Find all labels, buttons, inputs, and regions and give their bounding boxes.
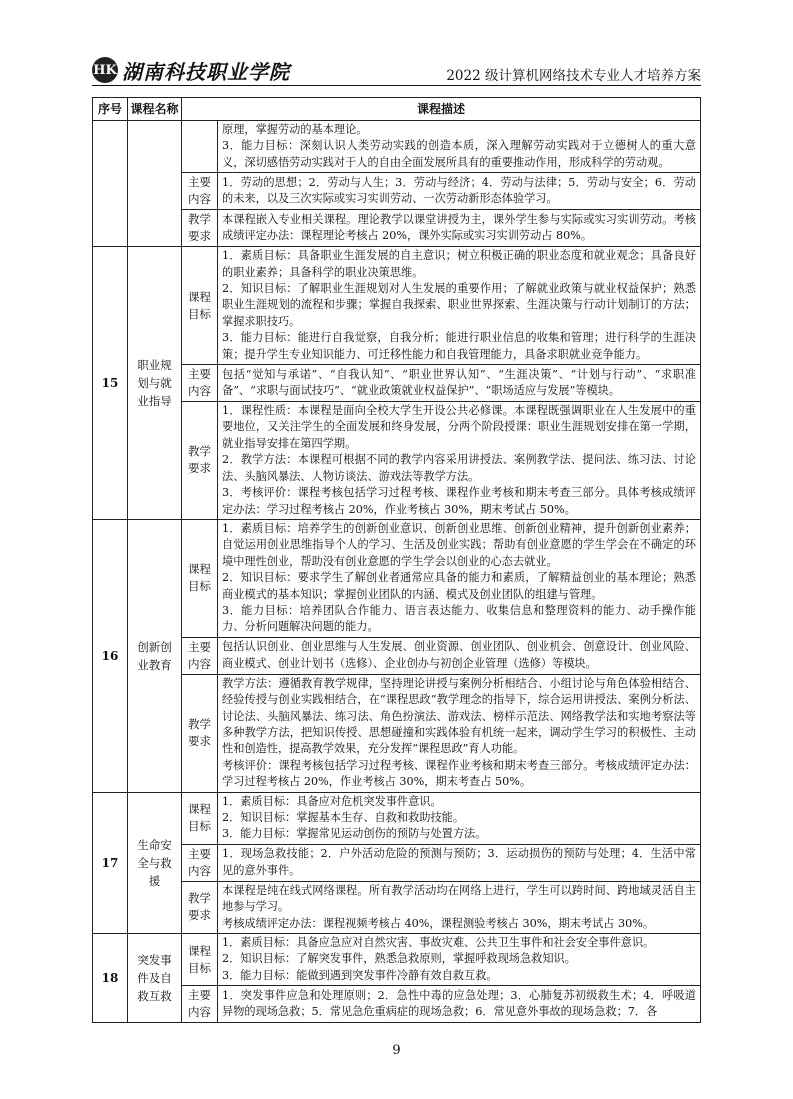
table-row xyxy=(93,247,701,365)
school-seal-icon: HK xyxy=(92,57,118,83)
course-16-req-label: 教学要求 xyxy=(182,674,218,792)
course-17-req-desc: 本课程是纯在线式网络课程。所有教学活动均在网络上进行，学生可以跨时间、跨地域灵活自主地参与学习。 考核成绩评定办法：课程视频考核占 40%，课程测验考核占 30%，期末考试占 30%。 xyxy=(218,881,701,933)
course-16-content-desc: 包括认识创业、创业思维与人生发展、创业资源、创业团队、创业机会、创意设计、创业风险、商业模式、创业计划书（选修）、企业创办与初创企业管理（选修）等模块。 xyxy=(218,637,701,674)
table-row xyxy=(93,844,701,881)
page-number: 9 xyxy=(392,1043,401,1058)
table-row xyxy=(93,519,701,637)
course-17-no: 17 xyxy=(93,792,128,933)
course-18-content-desc: 1．突发事件应急和处理原则；2．急性中毒的应急处理；3．心肺复苏初级救生术；4．呼吸道异物的现场急救；5．常见急危重病症的现场急救；6．常见意外事故的现场急救；7．各 xyxy=(218,986,701,1023)
cont-content-desc: 1．劳动的思想；2．劳动与人生；3．劳动与经济；4．劳动与法律；5．劳动与安全；6．劳动的未来，以及三次实际或实习实训劳动、一次劳动新形态体验学习。 xyxy=(218,173,701,210)
cont-goal-desc: 原理，掌握劳动的基本理论。 3．能力目标：深刻认识人类劳动实践的创造本质，深入理解劳动实践对于立德树人的重大意义，深切感悟劳动实践对于人的自由全面发展所具有的重要推动作用，形成科学的劳动观。 xyxy=(218,121,701,173)
course-17-req-label: 教学要求 xyxy=(182,881,218,933)
course-15-no: 15 xyxy=(93,247,128,520)
table-header-row xyxy=(93,98,701,121)
header-divider xyxy=(92,85,701,86)
table-row xyxy=(93,934,701,986)
table-row xyxy=(93,173,701,210)
course-18-name: 突发事件及自救互救 xyxy=(128,934,182,1023)
cont-goal-label-cell xyxy=(182,121,218,173)
course-18-no: 18 xyxy=(93,934,128,1023)
course-16-name: 创新创业教育 xyxy=(128,519,182,792)
course-17-goal-desc: 1．素质目标：具备应对危机突发事件意识。 2．知识目标：掌握基本生存、自救和救助技能。 3．能力目标：掌握常见运动创伤的预防与处置方法。 xyxy=(218,792,701,844)
course-18-goal-desc: 1．素质目标：具备应急应对自然灾害、事故灾难、公共卫生事件和社会安全事件意识。 2．知识目标：了解突发事件，熟悉急救原则，掌握呼救现场急救知识。 3．能力目标：能做到遇到突发事件冷静有效自救互救。 xyxy=(218,934,701,986)
course-15-content-label: 主要内容 xyxy=(182,365,218,402)
document-title: 2022 级计算机网络技术专业人才培养方案 xyxy=(446,68,701,84)
table-row xyxy=(93,365,701,402)
cont-req-label: 教学要求 xyxy=(182,210,218,247)
table-row xyxy=(93,986,701,1023)
course-16-req-desc: 教学方法：遵循教育教学规律，坚持理论讲授与案例分析相结合、小组讨论与角色体验相结合、经验传授与创业实践相结合，在“课程思政”教学理念的指导下，综合运用讲授法、案例分析法、讨论法、头脑风暴法、练习法、角色扮演法、游戏法、榜样示范法、网络教学法和实地考察法等多种教学方法，把知识传授、思想碰撞和实践体验有机统一起来，调动学生学习的积极性、主动性和创造性，提高教学效果，充分发挥“课程思政”育人功能。 考核评价：课程考核包括学习过程考核、课程作业考核和期末考查三部分。考核成绩评定办法：学习过程考核占 20%，作业考核占 30%，期末考查占 50%。 xyxy=(218,674,701,792)
course-18-goal-label: 课程目标 xyxy=(182,934,218,986)
course-15-req-desc: 1．课程性质：本课程是面向全校大学生开设公共必修课。本课程既强调职业在人生发展中的重要地位，又关注学生的全面发展和终身发展，分两个阶段授课：职业生涯规划安排在第一学期，就业指导安排在第四学期。 2．教学方法：本课程可根据不同的教学内容采用讲授法、案例教学法、提问法、练习法、讨论法、头脑风暴法、人物访谈法、游戏法等教学方法。 3．考核评价：课程考核包括学习过程考核、课程作业考核和期末考查三部分。具体考核成绩评定办法：学习过程考核占 20%，作业考核占 30%，期末考试占 50%。 xyxy=(218,402,701,520)
cont-req-desc: 本课程嵌入专业相关课程。理论教学以课堂讲授为主，课外学生参与实际或实习实训劳动。考核成绩评定办法：课程理论考核占 20%，课外实际或实习实训劳动占 80%。 xyxy=(218,210,701,247)
cont-content-label: 主要内容 xyxy=(182,173,218,210)
page-header xyxy=(92,56,701,86)
table-row xyxy=(93,881,701,933)
cont-no-cell xyxy=(93,121,128,247)
course-15-req-label: 教学要求 xyxy=(182,402,218,520)
course-16-content-label: 主要内容 xyxy=(182,637,218,674)
course-16-goal-label: 课程目标 xyxy=(182,519,218,637)
school-name-logo: 湖南科技职业学院 xyxy=(122,59,290,84)
table-row xyxy=(93,121,701,173)
header-course-desc: 课程描述 xyxy=(182,98,701,121)
course-15-name: 职业规划与就业指导 xyxy=(128,247,182,520)
header-no: 序号 xyxy=(93,98,128,121)
table-row xyxy=(93,402,701,520)
course-15-content-desc: 包括“觉知与承诺”、“自我认知”、“职业世界认知”、“生涯决策”、“计划与行动”、“求职准备”、“求职与面试技巧”、“就业政策就业权益保护”、“职场适应与发展”等模块。 xyxy=(218,365,701,402)
table-row xyxy=(93,792,701,844)
cont-name-cell xyxy=(128,121,182,247)
course-15-goal-label: 课程目标 xyxy=(182,247,218,365)
school-logo xyxy=(92,56,290,84)
course-17-content-desc: 1．现场急救技能；2．户外活动危险的预测与预防；3．运动损伤的预防与处理；4．生活中常见的意外事件。 xyxy=(218,844,701,881)
course-17-content-label: 主要内容 xyxy=(182,844,218,881)
header-course-name: 课程名称 xyxy=(128,98,182,121)
table-row xyxy=(93,637,701,674)
table-row xyxy=(93,210,701,247)
course-15-goal-desc: 1．素质目标：具备职业生涯发展的自主意识；树立积极正确的职业态度和就业观念；具备良好的职业素养；具备科学的职业决策思维。 2．知识目标：了解职业生涯规划对人生发展的重要作用；了解就业政策与就业权益保护；熟悉职业生涯规划的流程和步骤；掌握自我探索、职业世界探索、生涯决策与行动计划制订的方法；掌握求职技巧。 3．能力目标：能进行自我觉察，自我分析；能进行职业信息的收集和管理；进行科学的生涯决策；提升学生专业知识能力、可迁移性能力和自我管理能力，具备求职就业竞争能力。 xyxy=(218,247,701,365)
course-18-content-label: 主要内容 xyxy=(182,986,218,1023)
course-table xyxy=(92,97,701,1023)
course-16-no: 16 xyxy=(93,519,128,792)
course-17-name: 生命安全与救援 xyxy=(128,792,182,933)
course-16-goal-desc: 1．素质目标：培养学生的创新创业意识、创新创业思维、创新创业精神，提升创新创业素养；自觉运用创业思维指导个人的学习、生活及创业实践；帮助有创业意愿的学生学会在不确定的环境中理性创业，帮助没有创业意愿的学生学会以创业的心态去就业。 2．知识目标：要求学生了解创业者通常应具备的能力和素质，了解精益创业的基本理论；熟悉商业模式的基本知识；掌握创业团队的内涵、模式及创业团队的组建与管理。 3．能力目标：培养团队合作能力、语言表达能力、收集信息和整理资料的能力、动手操作能力、分析问题解决问题的能力。 xyxy=(218,519,701,637)
table-row xyxy=(93,674,701,792)
course-17-goal-label: 课程目标 xyxy=(182,792,218,844)
